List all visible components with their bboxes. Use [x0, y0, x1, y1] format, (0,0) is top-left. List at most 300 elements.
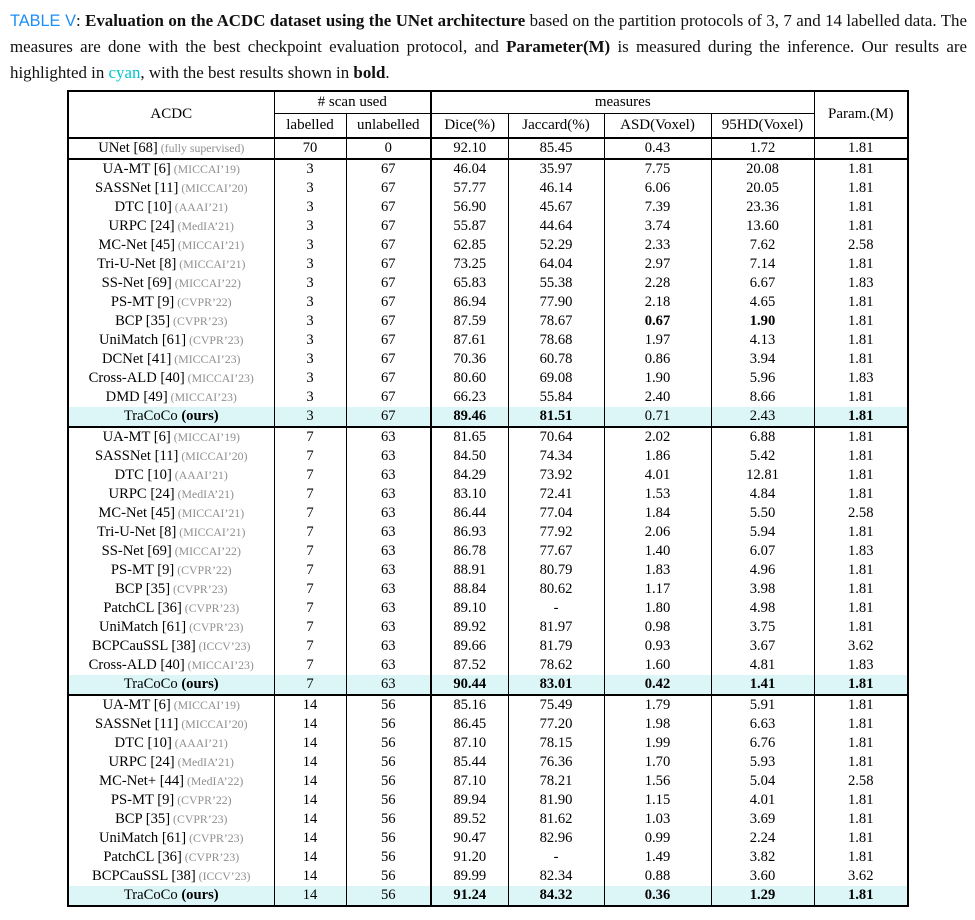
method-venue: (MICCAI’19)	[170, 698, 240, 712]
cell-method	[68, 407, 274, 427]
cell-dice: 86.44	[431, 504, 508, 523]
cell-labelled: 7	[274, 542, 346, 561]
cell-95hd: 4.13	[711, 331, 814, 350]
method-venue: (MICCAI’19)	[170, 430, 240, 444]
cell-param: 2.58	[814, 504, 908, 523]
cell-method	[68, 447, 274, 466]
method-name: TraCoCo	[123, 408, 178, 424]
method-venue: (AAAI’21)	[171, 468, 228, 482]
cell-param: 1.81	[814, 198, 908, 217]
cell-labelled: 7	[274, 561, 346, 580]
cell-unlabelled: 63	[346, 561, 431, 580]
cell-dice: 87.52	[431, 656, 508, 675]
cell-dice: 73.25	[431, 255, 508, 274]
table-row	[68, 198, 908, 217]
cell-method	[68, 886, 274, 906]
cell-labelled: 3	[274, 407, 346, 427]
cell-asd: 7.39	[604, 198, 711, 217]
cell-method	[68, 504, 274, 523]
cell-95hd: 6.63	[711, 715, 814, 734]
table-row	[68, 504, 908, 523]
cell-param: 1.81	[814, 848, 908, 867]
method-name: BCP [35]	[115, 313, 171, 329]
cell-asd: 1.90	[604, 369, 711, 388]
method-venue: (CVPR’22)	[174, 295, 232, 309]
cell-param: 1.81	[814, 138, 908, 159]
cell-method	[68, 312, 274, 331]
cell-method	[68, 523, 274, 542]
method-name: TraCoCo	[123, 676, 178, 692]
cell-unlabelled: 67	[346, 312, 431, 331]
method-name: DMD [49]	[105, 389, 168, 405]
table-row	[68, 848, 908, 867]
cell-asd: 3.74	[604, 217, 711, 236]
cell-dice: 87.10	[431, 772, 508, 791]
table-row	[68, 523, 908, 542]
cell-asd: 1.03	[604, 810, 711, 829]
cell-labelled: 3	[274, 198, 346, 217]
table-row	[68, 179, 908, 198]
ours-label: (ours)	[177, 887, 219, 903]
table-row	[68, 715, 908, 734]
cell-method	[68, 580, 274, 599]
cell-95hd: 8.66	[711, 388, 814, 407]
method-venue: (fully supervised)	[157, 141, 245, 155]
table-caption	[10, 8, 967, 85]
cell-unlabelled: 56	[346, 715, 431, 734]
cell-param: 1.81	[814, 466, 908, 485]
method-venue: (CVPR’22)	[174, 563, 232, 577]
cell-unlabelled: 56	[346, 695, 431, 715]
cell-param: 1.81	[814, 599, 908, 618]
cell-unlabelled: 0	[346, 138, 431, 159]
cell-jaccard: -	[508, 599, 604, 618]
method-name: SASSNet [11]	[94, 180, 179, 196]
cell-95hd: 3.94	[711, 350, 814, 369]
table-row	[68, 217, 908, 236]
method-name: SS-Net [69]	[101, 275, 172, 291]
table-row	[68, 637, 908, 656]
cell-95hd: 4.01	[711, 791, 814, 810]
cell-dice: 80.60	[431, 369, 508, 388]
method-venue: (MICCAI’23)	[184, 371, 254, 385]
cell-labelled: 3	[274, 274, 346, 293]
cell-unlabelled: 67	[346, 159, 431, 179]
cell-asd: 1.49	[604, 848, 711, 867]
method-name: UA-MT [6]	[102, 697, 171, 713]
cell-95hd: 20.05	[711, 179, 814, 198]
cell-unlabelled: 56	[346, 753, 431, 772]
cell-unlabelled: 56	[346, 772, 431, 791]
cell-method	[68, 236, 274, 255]
method-venue: (MedIA’21)	[174, 487, 234, 501]
table-row	[68, 753, 908, 772]
cell-labelled: 14	[274, 715, 346, 734]
method-name: SASSNet [11]	[94, 448, 179, 464]
cell-param: 1.81	[814, 407, 908, 427]
cell-labelled: 14	[274, 695, 346, 715]
cell-method	[68, 255, 274, 274]
method-name: BCPCauSSL [38]	[92, 638, 196, 654]
cell-asd: 1.15	[604, 791, 711, 810]
cell-jaccard: 55.38	[508, 274, 604, 293]
cell-unlabelled: 67	[346, 274, 431, 293]
cell-95hd: 3.69	[711, 810, 814, 829]
cell-asd: 1.17	[604, 580, 711, 599]
method-name: BCP [35]	[115, 581, 171, 597]
cell-asd: 0.42	[604, 675, 711, 695]
method-name: UniMatch [61]	[99, 332, 187, 348]
cell-labelled: 7	[274, 523, 346, 542]
cell-95hd: 6.76	[711, 734, 814, 753]
method-venue: (CVPR’23)	[186, 333, 244, 347]
cell-jaccard: 81.62	[508, 810, 604, 829]
cell-asd: 1.40	[604, 542, 711, 561]
cell-unlabelled: 56	[346, 829, 431, 848]
cell-asd: 0.36	[604, 886, 711, 906]
cell-dice: 85.16	[431, 695, 508, 715]
cell-unlabelled: 63	[346, 637, 431, 656]
cell-labelled: 7	[274, 466, 346, 485]
cell-labelled: 14	[274, 810, 346, 829]
cell-jaccard: 72.41	[508, 485, 604, 504]
cell-dice: 62.85	[431, 236, 508, 255]
cell-param: 1.81	[814, 695, 908, 715]
cell-jaccard: 35.97	[508, 159, 604, 179]
cell-asd: 1.80	[604, 599, 711, 618]
cell-dice: 86.94	[431, 293, 508, 312]
cell-labelled: 7	[274, 637, 346, 656]
results-table	[67, 90, 909, 907]
cell-unlabelled: 63	[346, 580, 431, 599]
cell-labelled: 3	[274, 312, 346, 331]
table-row	[68, 312, 908, 331]
cell-method	[68, 772, 274, 791]
table-row	[68, 427, 908, 447]
cell-unlabelled: 63	[346, 447, 431, 466]
method-venue: (MICCAI’22)	[171, 544, 241, 558]
cell-unlabelled: 67	[346, 179, 431, 198]
cell-jaccard: 70.64	[508, 427, 604, 447]
cell-param: 2.58	[814, 772, 908, 791]
cell-asd: 2.02	[604, 427, 711, 447]
method-venue: (MICCAI’23)	[184, 658, 254, 672]
cell-asd: 1.53	[604, 485, 711, 504]
cell-method	[68, 848, 274, 867]
method-venue: (MedIA’21)	[174, 219, 234, 233]
cell-method	[68, 599, 274, 618]
cell-95hd: 2.43	[711, 407, 814, 427]
cell-unlabelled: 63	[346, 485, 431, 504]
table-row	[68, 485, 908, 504]
cell-95hd: 5.91	[711, 695, 814, 715]
method-name: MC-Net [45]	[98, 505, 175, 521]
ours-label: (ours)	[177, 676, 219, 692]
caption-bold-word: bold	[353, 62, 386, 82]
cell-labelled: 3	[274, 350, 346, 369]
cell-asd: 0.88	[604, 867, 711, 886]
cell-method	[68, 656, 274, 675]
cell-jaccard: 82.96	[508, 829, 604, 848]
cell-dice: 55.87	[431, 217, 508, 236]
table-body	[68, 138, 908, 906]
cell-method	[68, 829, 274, 848]
cell-95hd: 6.88	[711, 427, 814, 447]
cell-95hd: 5.42	[711, 447, 814, 466]
cell-asd: 1.60	[604, 656, 711, 675]
cell-param: 1.81	[814, 734, 908, 753]
cell-jaccard: 52.29	[508, 236, 604, 255]
method-name: URPC [24]	[108, 218, 175, 234]
cell-dice: 91.24	[431, 886, 508, 906]
cell-unlabelled: 56	[346, 734, 431, 753]
results-table-container	[67, 90, 909, 907]
cell-method	[68, 293, 274, 312]
table-row	[68, 675, 908, 695]
method-name: URPC [24]	[108, 754, 175, 770]
method-venue: (MICCAI’21)	[174, 506, 245, 520]
cell-jaccard: 80.62	[508, 580, 604, 599]
caption-text-1: based on the partition protocols of 3, 7 and 14 labelled data. The measures are done with the best checkpoint evaluation protocol, and	[10, 11, 967, 57]
cell-jaccard: 85.45	[508, 138, 604, 159]
table-row	[68, 542, 908, 561]
cell-labelled: 7	[274, 485, 346, 504]
method-venue: (CVPR’23)	[186, 620, 244, 634]
cell-method	[68, 274, 274, 293]
cell-95hd: 6.07	[711, 542, 814, 561]
caption-text-3: , with the best results shown in	[140, 62, 354, 82]
cell-asd: 1.98	[604, 715, 711, 734]
cell-asd: 0.98	[604, 618, 711, 637]
header-measures-group: measures	[431, 91, 814, 114]
cell-param: 1.81	[814, 427, 908, 447]
cell-95hd: 1.90	[711, 312, 814, 331]
header-unlabelled: unlabelled	[346, 114, 431, 139]
method-name: UA-MT [6]	[102, 429, 171, 445]
cell-param: 1.81	[814, 485, 908, 504]
cell-95hd: 3.75	[711, 618, 814, 637]
cell-dice: 87.61	[431, 331, 508, 350]
table-row	[68, 407, 908, 427]
method-name: UniMatch [61]	[99, 830, 187, 846]
cell-jaccard: 45.67	[508, 198, 604, 217]
method-name: PS-MT [9]	[110, 294, 175, 310]
cell-param: 1.81	[814, 886, 908, 906]
cell-asd: 1.84	[604, 504, 711, 523]
cell-jaccard: 64.04	[508, 255, 604, 274]
method-venue: (CVPR’23)	[170, 314, 228, 328]
cell-method	[68, 734, 274, 753]
cell-unlabelled: 63	[346, 504, 431, 523]
method-venue: (MICCAI’21)	[174, 238, 245, 252]
cell-method	[68, 331, 274, 350]
cell-method	[68, 350, 274, 369]
method-name: MC-Net+ [44]	[99, 773, 185, 789]
cell-asd: 2.33	[604, 236, 711, 255]
cell-asd: 4.01	[604, 466, 711, 485]
table-row	[68, 772, 908, 791]
cell-dice: 90.44	[431, 675, 508, 695]
cell-labelled: 14	[274, 848, 346, 867]
cell-95hd: 3.82	[711, 848, 814, 867]
table-head	[68, 91, 908, 138]
cell-method	[68, 542, 274, 561]
method-name: SASSNet [11]	[94, 716, 179, 732]
cell-asd: 0.71	[604, 407, 711, 427]
method-venue: (AAAI’21)	[171, 736, 228, 750]
cell-labelled: 14	[274, 791, 346, 810]
table-row	[68, 274, 908, 293]
cell-asd: 7.75	[604, 159, 711, 179]
cell-param: 1.81	[814, 829, 908, 848]
cell-dice: 83.10	[431, 485, 508, 504]
cell-jaccard: 77.67	[508, 542, 604, 561]
table-row	[68, 810, 908, 829]
cell-asd: 0.93	[604, 637, 711, 656]
cell-jaccard: 80.79	[508, 561, 604, 580]
cell-param: 3.62	[814, 637, 908, 656]
cell-95hd: 6.67	[711, 274, 814, 293]
cell-labelled: 14	[274, 829, 346, 848]
cell-labelled: 3	[274, 179, 346, 198]
cell-param: 1.81	[814, 350, 908, 369]
cell-labelled: 3	[274, 331, 346, 350]
method-venue: (ICCV’23)	[195, 869, 251, 883]
cell-jaccard: 78.68	[508, 331, 604, 350]
cell-jaccard: 77.04	[508, 504, 604, 523]
cell-labelled: 3	[274, 236, 346, 255]
cell-dice: 91.20	[431, 848, 508, 867]
cell-method	[68, 466, 274, 485]
cell-labelled: 3	[274, 369, 346, 388]
cell-method	[68, 138, 274, 159]
method-name: DCNet [41]	[102, 351, 172, 367]
header-param-column: Param.(M)	[814, 91, 908, 138]
table-row	[68, 829, 908, 848]
header-95hd: 95HD(Voxel)	[711, 114, 814, 139]
method-name: TraCoCo	[123, 887, 178, 903]
cell-95hd: 5.50	[711, 504, 814, 523]
cell-dice: 87.59	[431, 312, 508, 331]
cell-asd: 2.28	[604, 274, 711, 293]
cell-dice: 89.92	[431, 618, 508, 637]
table-row	[68, 447, 908, 466]
cell-unlabelled: 67	[346, 407, 431, 427]
header-dice: Dice(%)	[431, 114, 508, 139]
method-venue: (MedIA’21)	[174, 755, 234, 769]
cell-dice: 46.04	[431, 159, 508, 179]
cell-labelled: 14	[274, 867, 346, 886]
cell-unlabelled: 63	[346, 656, 431, 675]
cell-95hd: 7.62	[711, 236, 814, 255]
cell-jaccard: 55.84	[508, 388, 604, 407]
cell-asd: 0.43	[604, 138, 711, 159]
cell-param: 1.81	[814, 618, 908, 637]
cell-jaccard: 77.92	[508, 523, 604, 542]
cell-95hd: 23.36	[711, 198, 814, 217]
cell-asd: 2.40	[604, 388, 711, 407]
method-venue: (ICCV’23)	[195, 639, 251, 653]
cell-jaccard: 83.01	[508, 675, 604, 695]
cell-labelled: 14	[274, 734, 346, 753]
cell-asd: 1.56	[604, 772, 711, 791]
method-venue: (CVPR’23)	[170, 582, 228, 596]
cell-jaccard: 74.34	[508, 447, 604, 466]
cell-method	[68, 675, 274, 695]
table-row	[68, 656, 908, 675]
cell-jaccard: 78.15	[508, 734, 604, 753]
table-row	[68, 791, 908, 810]
table-row	[68, 138, 908, 159]
cell-unlabelled: 63	[346, 618, 431, 637]
table-row	[68, 580, 908, 599]
table-row	[68, 255, 908, 274]
cell-method	[68, 791, 274, 810]
cell-asd: 1.83	[604, 561, 711, 580]
cell-param: 1.81	[814, 293, 908, 312]
cell-95hd: 5.94	[711, 523, 814, 542]
cell-95hd: 4.81	[711, 656, 814, 675]
cell-method	[68, 179, 274, 198]
caption-parameter-bold: Parameter(M)	[506, 37, 611, 57]
cell-unlabelled: 56	[346, 867, 431, 886]
table-row	[68, 695, 908, 715]
cell-95hd: 7.14	[711, 255, 814, 274]
table-row	[68, 388, 908, 407]
cell-dice: 88.84	[431, 580, 508, 599]
method-name: BCP [35]	[115, 811, 171, 827]
cell-95hd: 4.96	[711, 561, 814, 580]
cell-95hd: 3.98	[711, 580, 814, 599]
cell-dice: 90.47	[431, 829, 508, 848]
cell-jaccard: 73.92	[508, 466, 604, 485]
header-scan-used-group: # scan used	[274, 91, 431, 114]
cell-labelled: 7	[274, 675, 346, 695]
cell-95hd: 13.60	[711, 217, 814, 236]
ours-label: (ours)	[177, 408, 219, 424]
method-name: Tri-U-Net [8]	[97, 524, 177, 540]
cell-95hd: 12.81	[711, 466, 814, 485]
cell-jaccard: 78.67	[508, 312, 604, 331]
cell-unlabelled: 63	[346, 466, 431, 485]
cell-param: 1.81	[814, 561, 908, 580]
header-labelled: labelled	[274, 114, 346, 139]
cell-unlabelled: 67	[346, 350, 431, 369]
cell-labelled: 7	[274, 447, 346, 466]
cell-unlabelled: 56	[346, 886, 431, 906]
table-number-label: TABLE V	[10, 12, 76, 30]
cell-jaccard: 77.90	[508, 293, 604, 312]
cell-jaccard: 60.78	[508, 350, 604, 369]
cell-param: 2.58	[814, 236, 908, 255]
cell-95hd: 1.41	[711, 675, 814, 695]
cell-param: 1.81	[814, 447, 908, 466]
cell-dice: 92.10	[431, 138, 508, 159]
cell-method	[68, 388, 274, 407]
cell-asd: 1.99	[604, 734, 711, 753]
cell-method	[68, 695, 274, 715]
cell-labelled: 14	[274, 886, 346, 906]
cell-dice: 89.94	[431, 791, 508, 810]
cell-method	[68, 369, 274, 388]
cell-method	[68, 867, 274, 886]
method-name: URPC [24]	[108, 486, 175, 502]
cell-asd: 0.86	[604, 350, 711, 369]
table-row	[68, 331, 908, 350]
cell-asd: 2.97	[604, 255, 711, 274]
cell-jaccard: 69.08	[508, 369, 604, 388]
cell-jaccard: 75.49	[508, 695, 604, 715]
